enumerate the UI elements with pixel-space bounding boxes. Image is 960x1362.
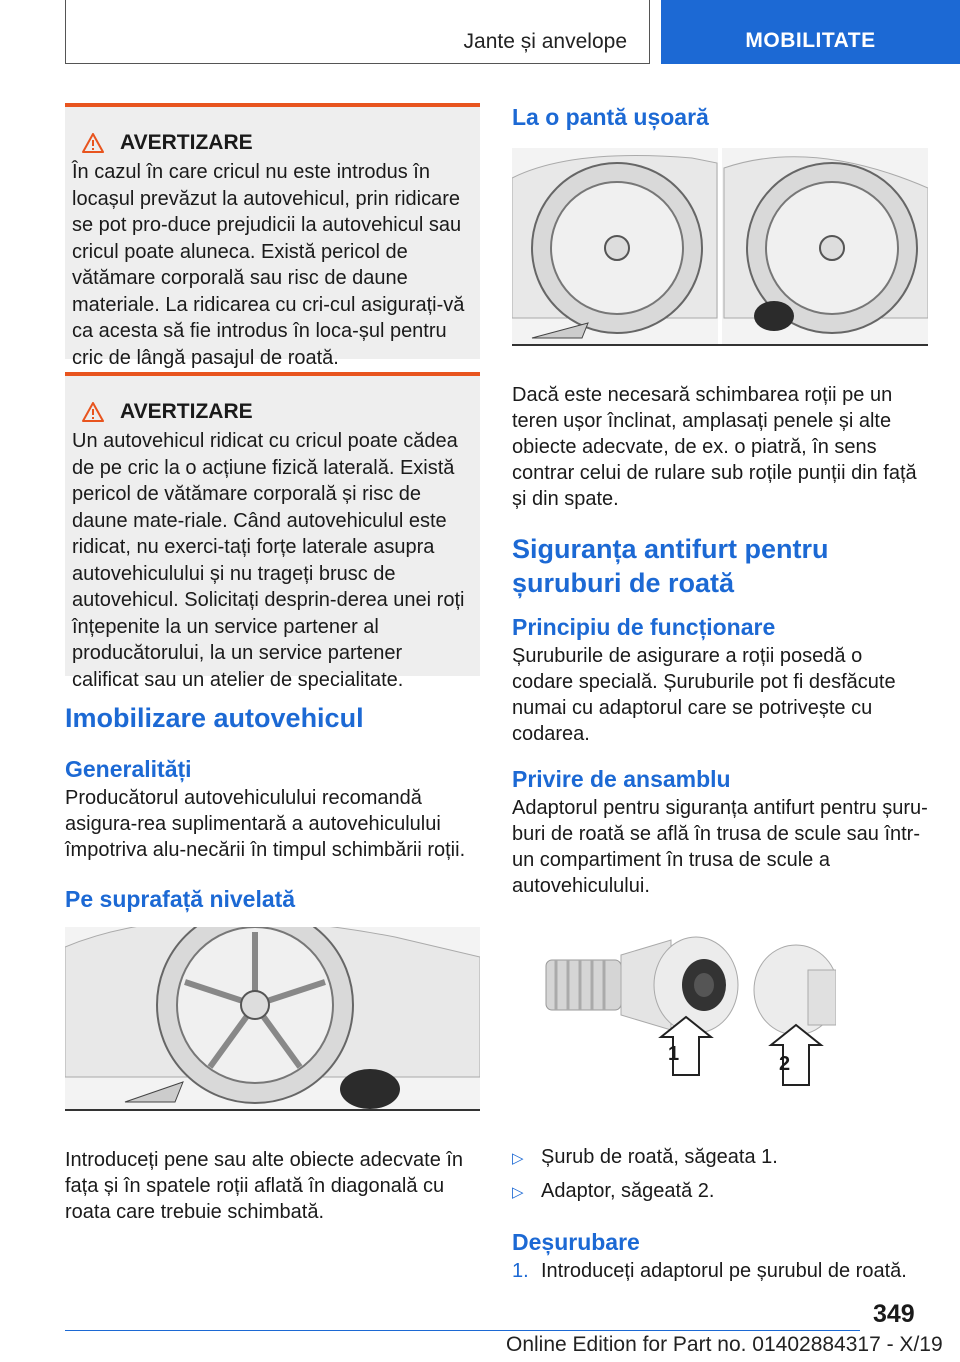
warning-triangle-icon bbox=[82, 133, 104, 153]
left-column bbox=[65, 103, 480, 1225]
section-title: Jante și anvelope bbox=[463, 30, 627, 53]
heading-slope: La o pantă ușoară bbox=[512, 104, 709, 130]
step-number: 1. bbox=[512, 1260, 529, 1282]
callout-1: 1 bbox=[668, 1043, 680, 1065]
footer-divider bbox=[65, 1330, 860, 1331]
step-item bbox=[512, 1258, 928, 1284]
bullet-text: Adaptor, săgeată 2. bbox=[541, 1180, 715, 1202]
page-number: 349 bbox=[873, 1300, 915, 1328]
slope-wheels-illustration bbox=[512, 148, 928, 344]
warning-text: Un autovehicul ridicat cu cricul poate cădea de pe cric la o acțiune fizică laterală. Există pericol de vătămare corporală și risc de daune mate-riale. Când autovehiculul este ridicat, nu exerci-tați forțe laterale asupra autovehiculului și nu trageți brusc de autovehicul. Solicitați desprin-derea unei roți înțepenite la un service partener al producătorului, la un service partener calificat sau un atelier de specialitate. bbox=[72, 430, 465, 691]
warning-title: AVERTIZARE bbox=[120, 400, 253, 423]
chapter-tab-label: MOBILITATE bbox=[745, 29, 876, 52]
step-text: Introduceți adaptorul pe șurubul de roată. bbox=[541, 1260, 907, 1282]
right-column bbox=[512, 103, 928, 1284]
photo-wheels-slope bbox=[512, 148, 928, 346]
slope-text: Dacă este necesară schimbarea roții pe un teren ușor înclinat, amplasați penele și alte obiecte adecvate, de ex. o piatră, în sens contrar celui de rulare sub roțile punții din față și din spate. bbox=[512, 384, 917, 510]
warning-title: AVERTIZARE bbox=[120, 131, 253, 154]
triangle-bullet-icon: ▷ bbox=[512, 1150, 524, 1167]
overview-text: Adaptorul pentru siguranța antifurt pentru șuru-buri de roată se află în trusa de scule sau într-un compartiment în trusa de scule a autovehiculului. bbox=[512, 797, 928, 897]
footer-edition: Online Edition for Part no. 01402884317 - X/19 bbox=[506, 1333, 943, 1356]
warning-box-2 bbox=[65, 372, 480, 691]
list-item bbox=[512, 1144, 928, 1172]
wheel-chock-illustration bbox=[65, 927, 480, 1109]
principle-text: Șuruburile de asigurare a roții posedă o codare specială. Șuruburile pot fi desfăcute numai cu adaptorul care se potrivește cu codarea. bbox=[512, 645, 896, 745]
list-item bbox=[512, 1178, 928, 1206]
bolt-adapter-illustration bbox=[536, 935, 836, 1105]
callout-2: 2 bbox=[779, 1053, 791, 1075]
heading-level-surface: Pe suprafață nivelată bbox=[65, 886, 296, 912]
photo-wheel-level bbox=[65, 927, 480, 1111]
heading-unscrew: Deșurubare bbox=[512, 1229, 640, 1255]
bullet-text: Șurub de roată, săgeata 1. bbox=[541, 1146, 778, 1168]
warning-box-1 bbox=[65, 103, 480, 369]
header-section-box bbox=[65, 0, 650, 64]
heading-general: Generalități bbox=[65, 756, 192, 782]
chapter-tab[interactable] bbox=[661, 0, 960, 64]
heading-immobilize: Imobilizare autovehicul bbox=[65, 703, 364, 733]
level-text: Introduceți pene sau alte obiecte adecvate în fața și în spatele roții aflată în diagonală cu roata care trebuie schimbată. bbox=[65, 1149, 464, 1223]
heading-principle: Principiu de funcționare bbox=[512, 614, 776, 640]
warning-triangle-icon bbox=[82, 402, 104, 422]
general-text: Producătorul autovehiculului recomandă asigura-rea suplimentară a autovehiculului împotriva alu-necării în timpul schimbării roții. bbox=[65, 787, 466, 861]
bolt-adapter-figure bbox=[512, 935, 928, 1130]
triangle-bullet-icon: ▷ bbox=[512, 1184, 524, 1201]
warning-text: În cazul în care cricul nu este introdus în locașul prevăzut la autovehicul, prin ridicare se pot pro-duce prejudicii la autovehicul sau cricul poate aluneca. Există pericol de vătămare corporală sau risc de daune materiale. La ridicarea cu cri-cul asigurați-vă ca acesta să fie introdus în loca-șul pentru cric de lângă pasajul de roată. bbox=[72, 161, 465, 369]
heading-overview: Privire de ansamblu bbox=[512, 766, 731, 792]
heading-antitheft: Siguranța antifurt pentru șuruburi de roată bbox=[512, 534, 829, 598]
